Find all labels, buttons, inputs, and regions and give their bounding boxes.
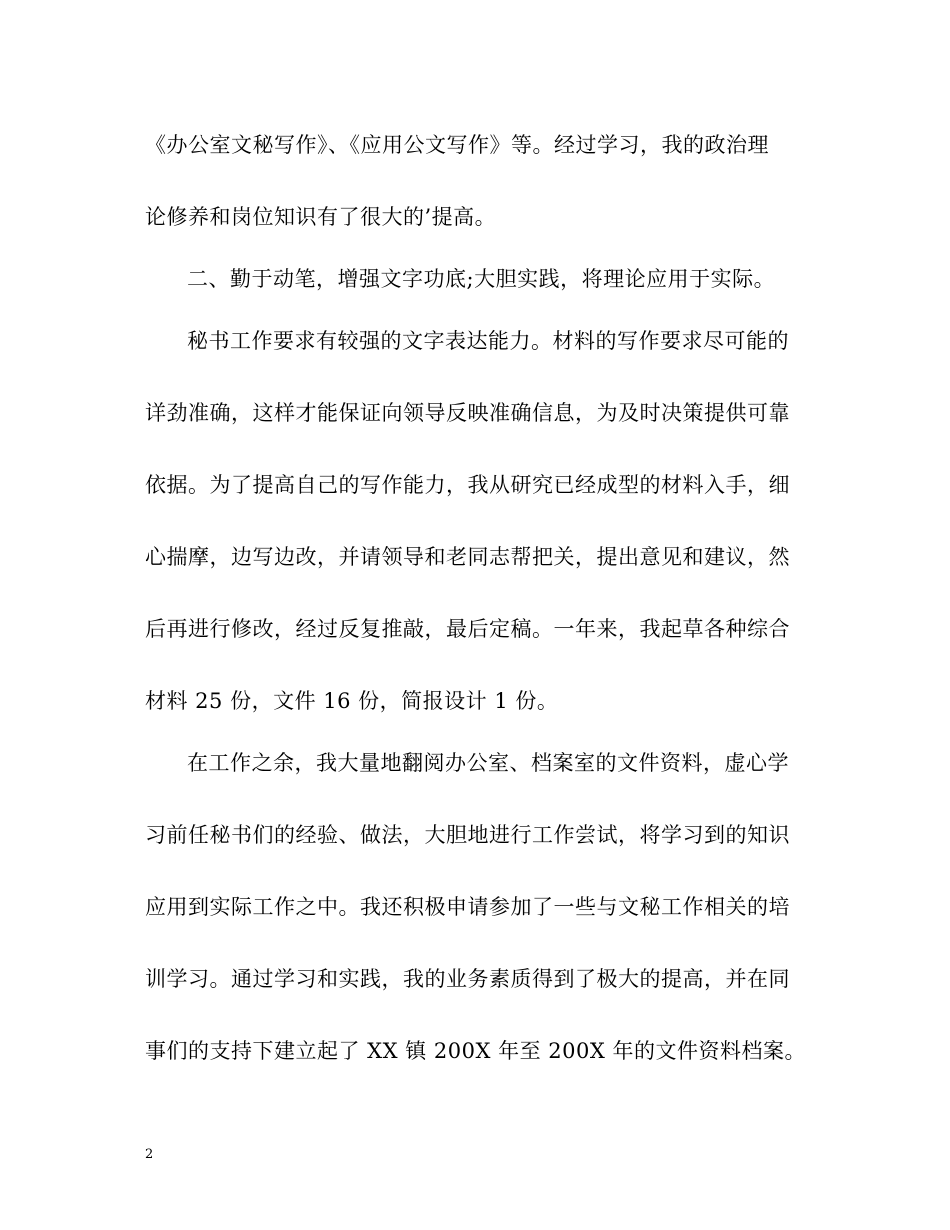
text-line: 秘书工作要求有较强的文字表达能力。材料的写作要求尽可能的 — [187, 329, 789, 353]
text-line: 在工作之余，我大量地翻阅办公室、档案室的文件资料，虚心学 — [187, 751, 789, 775]
text-line: 依据。为了提高自己的写作能力，我从研究已经成型的材料入手，细 — [145, 473, 790, 497]
text-line: 材料 25 份，文件 16 份，简报设计 1 份。 — [145, 689, 559, 713]
text-line: 习前任秘书们的经验、做法，大胆地进行工作尝试，将学习到的知识 — [145, 823, 790, 847]
text-line: 后再进行修改，经过反复推敲，最后定稿。一年来，我起草各种综合 — [145, 617, 790, 641]
text-line: 应用到实际工作之中。我还积极申请参加了一些与文秘工作相关的培 — [145, 895, 790, 919]
text-line: 事们的支持下建立起了 XX 镇 200X 年至 200X 年的文件资料档案。 — [145, 1039, 807, 1063]
section-heading: 二、勤于动笔，增强文字功底;大胆实践，将理论应用于实际。 — [187, 267, 776, 291]
text-line: 论修养和岗位知识有了很大的’提高。 — [145, 205, 497, 229]
text-line: 心揣摩，边写边改，并请领导和老同志帮把关，提出意见和建议，然 — [145, 545, 790, 569]
text-line: 训学习。通过学习和实践，我的业务素质得到了极大的提高，并在同 — [145, 967, 790, 991]
text-line: 详劲准确，这样才能保证向领导反映准确信息，为及时决策提供可靠 — [145, 401, 790, 425]
page-number: 2 — [145, 1147, 154, 1162]
text-line: 《办公室文秘写作》、《应用公文写作》等。经过学习，我的政治理 — [145, 133, 769, 157]
